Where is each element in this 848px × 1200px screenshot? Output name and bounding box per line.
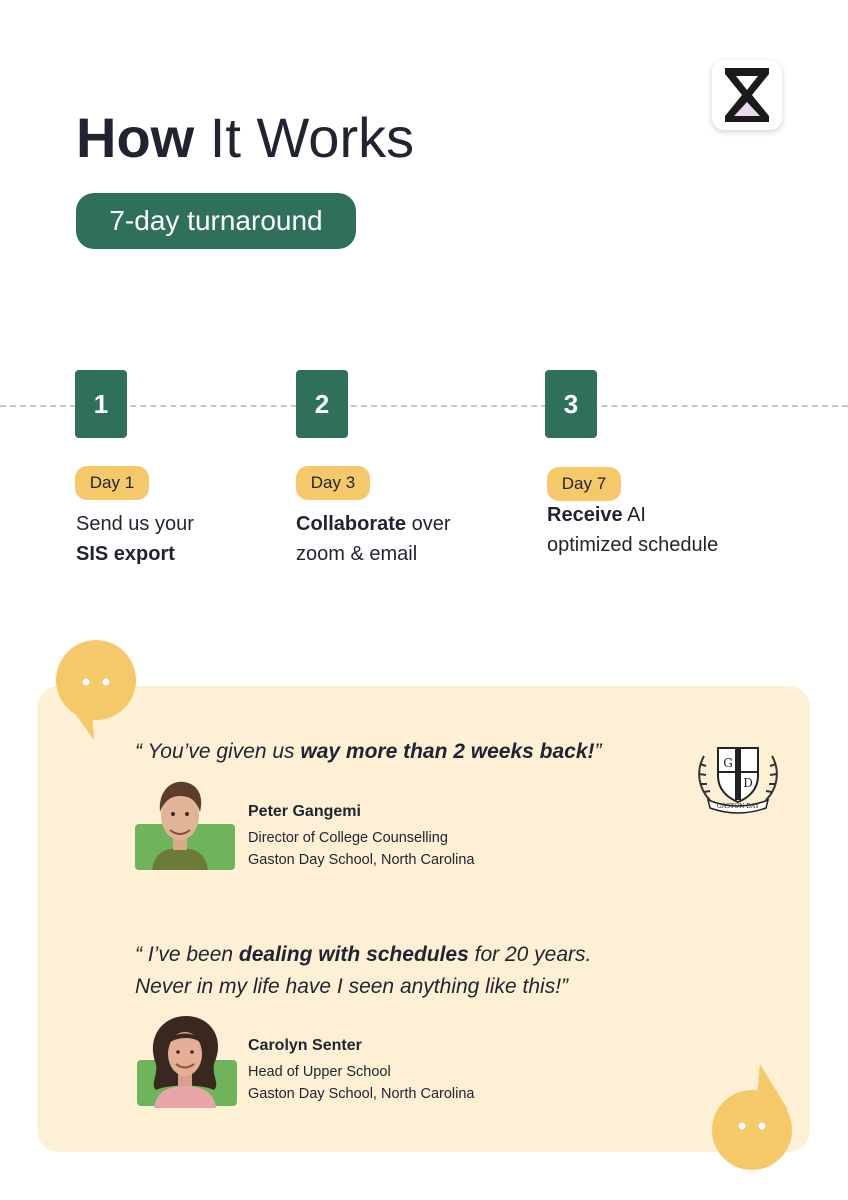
step-2-line1-bold: Collaborate (296, 513, 407, 535)
testimonial-2-role: Head of Upper School (248, 1064, 391, 1080)
quote-2-pre: “ I’ve been (135, 943, 239, 966)
avatar-carolyn (142, 1014, 228, 1108)
step-number-1: 1 (75, 370, 127, 438)
step-2-text (296, 509, 451, 569)
step-2-line1-plain: over (406, 513, 451, 535)
step-1-text (76, 509, 194, 569)
turnaround-badge: 7-day turnaround (76, 193, 356, 249)
speech-bubble-icon-bottom (710, 1064, 796, 1174)
speech-bubble-icon (56, 640, 142, 744)
day-badge-1: Day 1 (75, 466, 149, 500)
hourglass-icon (712, 60, 782, 130)
step-3-text (547, 500, 718, 560)
day-badge-3: Day 7 (547, 467, 621, 501)
avatar-peter (150, 778, 210, 870)
step-2-line2: zoom & email (296, 543, 418, 565)
step-3-line1-bold: Receive (547, 504, 623, 526)
testimonial-2-name: Carolyn Senter (248, 1037, 362, 1054)
quote-1-pre: “ You’ve given us (135, 740, 301, 763)
step-number-2: 2 (296, 370, 348, 438)
quote-2-post: for 20 years. (468, 943, 592, 966)
step-3-line1-plain: AI (622, 504, 646, 526)
testimonial-2-quote (135, 939, 591, 1003)
timeline-dashed-line (0, 405, 848, 407)
quote-2-bold: dealing with schedules (238, 943, 469, 966)
gaston-day-crest-logo (694, 742, 782, 814)
step-1-line2: SIS export (76, 543, 175, 565)
crest-banner-text: GASTON DAY (716, 803, 760, 810)
testimonial-1-quote (135, 736, 602, 768)
testimonial-1-name: Peter Gangemi (248, 803, 361, 820)
testimonial-1-role: Director of College Counselling (248, 830, 448, 846)
title-bold: How (76, 106, 195, 169)
step-3-line2: optimized schedule (547, 534, 719, 556)
crest-letter-d: D (743, 776, 753, 790)
step-1-line1: Send us your (76, 513, 194, 535)
crest-letter-g: G (723, 756, 733, 770)
testimonial-1-org: Gaston Day School, North Carolina (248, 852, 475, 868)
quote-1-post: ” (594, 740, 602, 763)
quote-2-line2: Never in my life have I seen anything like this!” (135, 975, 569, 998)
step-number-3: 3 (545, 370, 597, 438)
title-rest: It Works (194, 106, 415, 169)
testimonial-2-org: Gaston Day School, North Carolina (248, 1086, 475, 1102)
page-title (76, 104, 414, 172)
quote-1-bold: way more than 2 weeks back! (300, 740, 595, 763)
day-badge-2: Day 3 (296, 466, 370, 500)
